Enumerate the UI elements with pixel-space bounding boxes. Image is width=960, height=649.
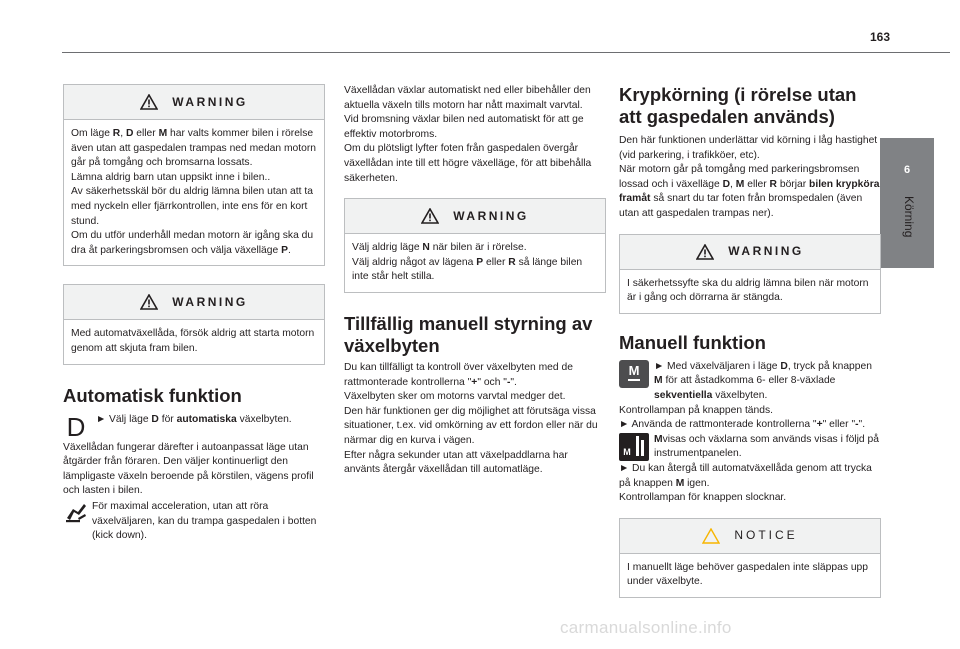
warning-title: WARNING xyxy=(728,244,804,259)
kickdown-note xyxy=(63,500,325,544)
warning-body xyxy=(345,234,605,292)
step-text: ► Välj läge D för automatiska växelbyten. xyxy=(96,413,292,425)
svg-text:M: M xyxy=(623,446,631,457)
warning-header xyxy=(620,235,880,270)
body-text: Om du plötsligt lyfter foten från gaspedalen övergår växellådan inte till ett högre växelläge, för att bibehålla säkerheten. xyxy=(344,143,592,184)
column-2 xyxy=(344,84,606,478)
top-rule xyxy=(62,52,950,53)
warning-text: Av säkerhetsskäl bör du aldrig lämna bilen utan att ta med nyckeln eller fjärrkontrollen, inte ens för en kort stund. xyxy=(71,186,313,227)
body-text: För maximal acceleration, utan att röra växelväljaren, kan du trampa gaspedalen i botten (kick down). xyxy=(92,500,317,542)
warning-title: WARNING xyxy=(172,295,248,310)
body-text: Efter några sekunder utan att växelpaddlarna har använts återgår växellådan till automatläge. xyxy=(344,449,568,476)
chapter-number: 6 xyxy=(903,164,911,176)
warning-body xyxy=(64,320,324,363)
column-3 xyxy=(619,84,881,598)
m-button-icon xyxy=(619,360,649,404)
chapter-title-text: Körning xyxy=(902,196,916,238)
warning-box-1 xyxy=(63,84,325,266)
section-heading: Tillfällig manuell styrning av växelbyten xyxy=(344,312,593,356)
notice-title: NOTICE xyxy=(734,528,798,543)
warning-triangle-icon xyxy=(421,208,439,224)
warning-header xyxy=(345,199,605,234)
warning-body xyxy=(64,120,324,265)
step-text: ► Använda de rattmonterade kontrollerna "+" eller "-". xyxy=(619,419,866,431)
body-text: Växelbyten sker om motorns varvtal medger det. xyxy=(344,391,566,403)
manual-mode-step xyxy=(619,360,881,404)
warning-box-3 xyxy=(344,198,606,293)
body-text: När motorn går på tomgång med parkeringsbromsen lossad och i växelläge D, M eller R börjar bilen krypköra framåt så snart du tar foten från bromspedalen (även utan att gaspedalen trampas ner). xyxy=(619,164,880,219)
body-text: Den här funktionen underlättar vid körning i låg hastighet (vid parkering, i trafikköer, etc). xyxy=(619,135,878,161)
warning-body xyxy=(620,270,880,313)
warning-triangle-icon xyxy=(140,294,158,310)
body-text: Växellådan fungerar därefter i autoanpassat läge utan åtgärder från föraren. Den väljer kontinuerligt den lämpligaste växeln beroende på körstilen, vägens profil och lasten i bilen. xyxy=(63,441,314,497)
gear-d-icon: D xyxy=(66,411,86,442)
body-text: Mvisas och växlarna som används visas i följd på instrumentpanelen. xyxy=(654,433,879,460)
notice-body xyxy=(620,554,880,597)
notice-text: I manuellt läge behöver gaspedalen inte släppas upp under växelbyte. xyxy=(627,561,869,588)
body-text: Kontrollampan på knappen tänds. xyxy=(619,404,773,416)
warning-triangle-icon xyxy=(696,244,714,260)
section-heading: Automatisk funktion xyxy=(63,384,242,406)
warning-box-4 xyxy=(619,234,881,314)
page-number: 163 xyxy=(870,30,891,44)
warning-text: I säkerhetssyfte ska du aldrig lämna bilen när motorn är i gång och dörrarna är stängda. xyxy=(627,277,869,304)
notice-triangle-icon xyxy=(702,528,720,544)
body-text: Du kan tillfälligt ta kontroll över växelbyten med de rattmonterade kontrollerna "+" och "-". xyxy=(344,361,573,388)
svg-text:M: M xyxy=(628,362,640,378)
gear-d-step xyxy=(63,413,325,441)
warning-triangle-icon xyxy=(140,94,158,110)
body-text: Den här funktionen ger dig möjlighet att förutsäga vissa situationer, t.ex. vid omkörning av ett fordon eller när du närmar dig en kurva i vägen. xyxy=(344,405,598,446)
chapter-title xyxy=(870,196,944,266)
body-text: Växellådan växlar automatiskt ned eller bibehåller den aktuella växeln tills motorn har nått maximalt varvtal. xyxy=(344,85,591,111)
warning-title: WARNING xyxy=(172,94,248,109)
step-text: ► Du kan återgå till automatväxellåda genom att trycka på knappen M igen. xyxy=(619,462,872,489)
column-1 xyxy=(63,84,325,544)
section-heading: Manuell funktion xyxy=(619,331,766,353)
display-note xyxy=(619,433,881,462)
notice-header xyxy=(620,519,880,554)
body-text: Vid bromsning växlar bilen ned automatiskt för att ge effektiv motorbroms. xyxy=(344,114,584,140)
warning-title: WARNING xyxy=(453,208,529,223)
warning-text: Lämna aldrig barn utan uppsikt inne i bilen.. xyxy=(71,171,271,183)
accelerator-pedal-icon xyxy=(63,500,89,544)
warning-header xyxy=(64,85,324,120)
warning-header xyxy=(64,285,324,320)
body-text: Kontrollampan för knappen slocknar. xyxy=(619,492,787,504)
warning-text: Välj aldrig något av lägena P eller R så länge bilen inte står helt stilla. xyxy=(352,256,583,283)
notice-box xyxy=(619,518,881,598)
warning-text: Om läge R, D eller M har valts kommer bilen i rörelse även utan att gaspedalen trampas ned medan motorn går på tomgång och bromsarna lossats. xyxy=(71,128,316,169)
section-heading: Krypkörning (i rörelse utan att gaspedalen används) xyxy=(619,84,857,127)
gear-indicator-icon xyxy=(619,433,649,462)
step-text: ► Med växelväljaren i läge D, tryck på knappen M för att åstadkomma 6- eller 8-växlade sekventiella växelbyten. xyxy=(654,360,872,401)
warning-text: Med automatväxellåda, försök aldrig att starta motorn genom att skjuta fram bilen. xyxy=(71,328,315,354)
warning-text: Välj aldrig läge N när bilen är i rörelse. xyxy=(352,242,527,254)
watermark: carmanualsonline.info xyxy=(560,618,732,637)
warning-box-2 xyxy=(63,284,325,364)
warning-text: Om du utför underhåll medan motorn är igång ska du dra åt parkeringsbromsen och välja växelläge P. xyxy=(71,230,314,256)
